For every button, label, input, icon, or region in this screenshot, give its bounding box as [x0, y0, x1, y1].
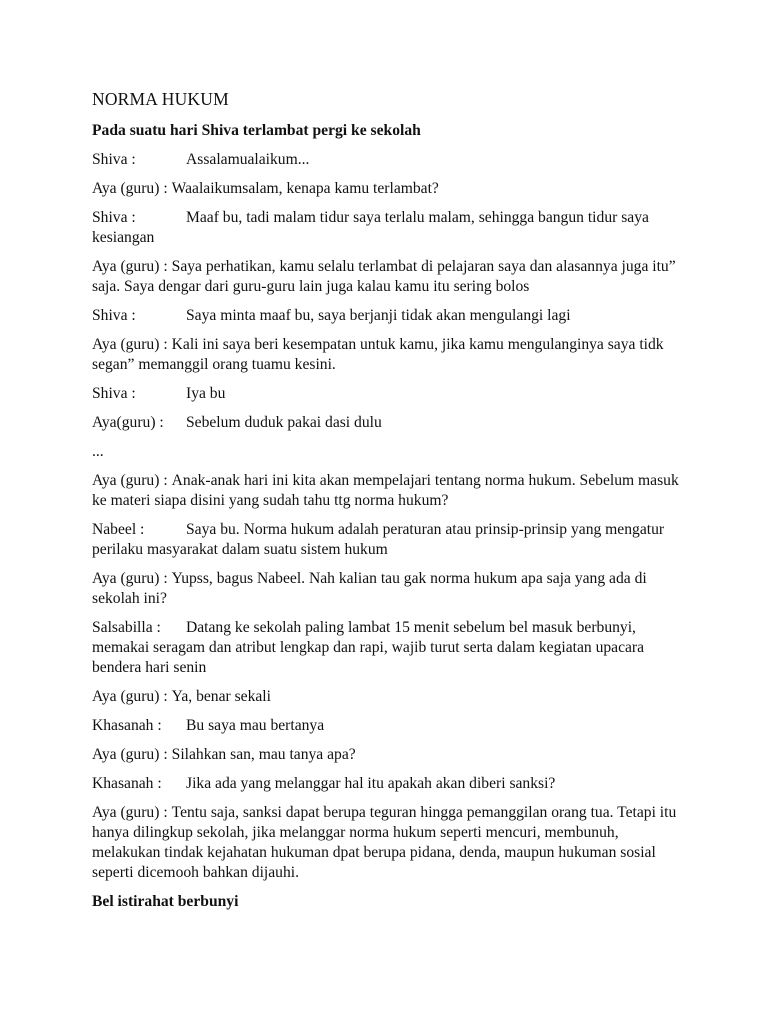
speaker-label: Aya(guru) :	[92, 414, 164, 431]
dialogue-line	[92, 471, 682, 511]
speaker-label: Aya (guru) :	[92, 258, 168, 275]
dialogue-text: Ya, benar sekali	[171, 688, 271, 705]
dialogue-line	[92, 413, 682, 433]
speaker-label: Shiva :	[92, 307, 136, 324]
dialogue-text: Silahkan san, mau tanya apa?	[171, 746, 356, 763]
dialogue-line	[92, 716, 682, 736]
dialogue-text: Sebelum duduk pakai dasi dulu	[186, 414, 382, 431]
speaker-label: Aya (guru) :	[92, 804, 168, 821]
dialogue-line	[92, 257, 682, 297]
dialogue-text: Jika ada yang melanggar hal itu apakah akan diberi sanksi?	[186, 775, 556, 792]
dialogue-line	[92, 520, 682, 560]
dialogue-line	[92, 208, 682, 248]
scene-heading-end: Bel istirahat berbunyi	[92, 893, 239, 910]
dialogue-line	[92, 687, 682, 707]
dialogue-line	[92, 745, 682, 765]
dialogue-text: Iya bu	[186, 385, 226, 402]
dialogue-text: Kali ini saya beri kesempatan untuk kamu, jika kamu mengulanginya saya tidk segan” memanggil orang tuamu kesini.	[92, 336, 664, 373]
speaker-label: Shiva :	[92, 385, 136, 402]
dialogue-text: Assalamualaikum...	[186, 151, 310, 168]
dialogue-text: Waalaikumsalam, kenapa kamu terlambat?	[171, 180, 439, 197]
speaker-label: Khasanah :	[92, 775, 162, 792]
dialogue-text: Saya minta maaf bu, saya berjanji tidak akan mengulangi lagi	[186, 307, 571, 324]
dialogue-text: Saya perhatikan, kamu selalu terlambat di pelajaran saya dan alasannya juga itu” saja. Saya dengar dari guru-guru lain juga kalau kamu itu sering bolos	[92, 258, 676, 295]
dialogue-line	[92, 569, 682, 609]
dialogue-text: Yupss, bagus Nabeel. Nah kalian tau gak norma hukum apa saja yang ada di sekolah ini?	[92, 570, 647, 607]
dialogue-text: Datang ke sekolah paling lambat 15 menit sebelum bel masuk berbunyi, memakai seragam dan atribut lengkap dan rapi, wajib turut serta dalam kegiatan upacara bendera hari senin	[92, 619, 645, 676]
dialogue-line	[92, 179, 682, 199]
dialogue-line	[92, 774, 682, 794]
dialogue-line	[92, 150, 682, 170]
dialogue-line	[92, 618, 682, 678]
speaker-label: Aya (guru) :	[92, 336, 168, 353]
speaker-label: Shiva :	[92, 209, 136, 226]
speaker-label: Aya (guru) :	[92, 472, 168, 489]
scene-break-ellipsis: ...	[92, 443, 104, 460]
dialogue-line	[92, 306, 682, 326]
document-title: NORMA HUKUM	[92, 89, 229, 109]
dialogue-line	[92, 803, 682, 883]
dialogue-text: Anak-anak hari ini kita akan mempelajari tentang norma hukum. Sebelum masuk ke materi siapa disini yang sudah tahu ttg norma hukum?	[92, 472, 679, 509]
dialogue-line	[92, 384, 682, 404]
dialogue-text: Bu saya mau bertanya	[186, 717, 325, 734]
speaker-label: Shiva :	[92, 151, 136, 168]
speaker-label: Aya (guru) :	[92, 570, 168, 587]
speaker-label: Aya (guru) :	[92, 180, 168, 197]
document-page	[92, 88, 682, 921]
dialogue-text: Saya bu. Norma hukum adalah peraturan atau prinsip-prinsip yang mengatur perilaku masyarakat dalam suatu sistem hukum	[92, 521, 665, 558]
scene-heading-intro: Pada suatu hari Shiva terlambat pergi ke sekolah	[92, 122, 421, 139]
speaker-label: Aya (guru) :	[92, 746, 168, 763]
dialogue-text: Maaf bu, tadi malam tidur saya terlalu malam, sehingga bangun tidur saya kesiangan	[92, 209, 649, 246]
speaker-label: Aya (guru) :	[92, 688, 168, 705]
speaker-label: Khasanah :	[92, 717, 162, 734]
dialogue-text: Tentu saja, sanksi dapat berupa teguran hingga pemanggilan orang tua. Tetapi itu hanya dilingkup sekolah, jika melanggar norma hukum seperti mencuri, membunuh, melakukan tindak kejahatan hukuman dpat berupa pidana, denda, maupun hukuman sosial seperti dicemooh bahkan dijauhi.	[92, 804, 677, 881]
speaker-label: Nabeel :	[92, 521, 145, 538]
speaker-label: Salsabilla :	[92, 619, 161, 636]
dialogue-line	[92, 335, 682, 375]
